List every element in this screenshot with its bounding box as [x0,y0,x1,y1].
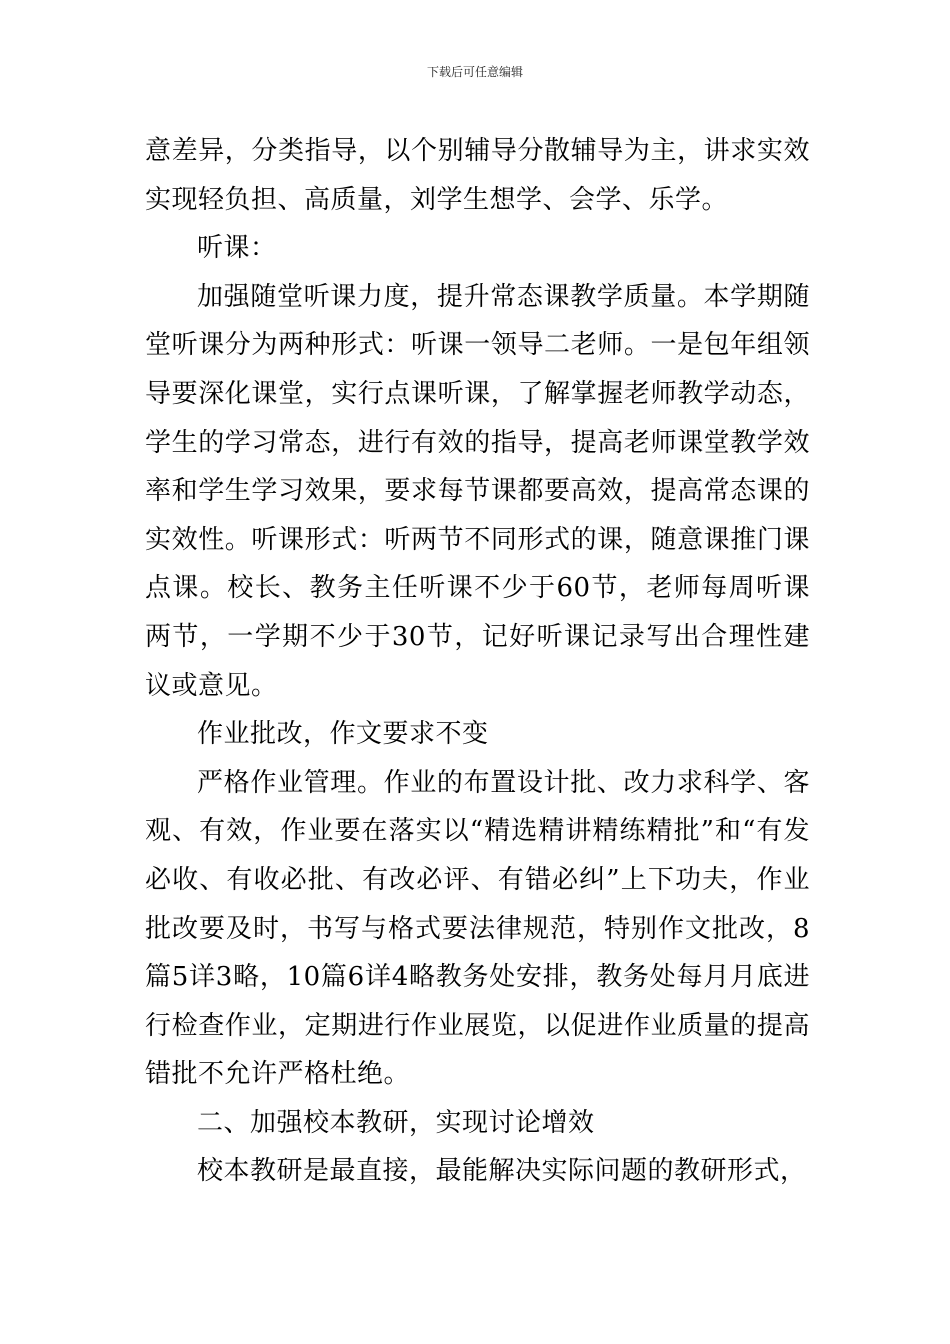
paragraph-school-research: 校本教研是最直接，最能解决实际问题的教研形式， [197,1156,807,1187]
heading-school-research: 二、加强校本教研，实现讨论增效 [197,1107,595,1138]
paragraph-continuation: 意差异，分类指导，以个别辅导分散辅导为主，讲求实效实现轻负担、高质量，刘学生想学、会学、乐学。 [145,136,810,215]
heading-listening: 听课： [197,233,277,264]
document-body [145,127,810,1196]
paragraph-homework: 严格作业管理。作业的布置设计批、改力求科学、客观、有效，作业要在落实以“精选精讲精练精批”和“有发必收、有收必批、有改必评、有错必纠”上下功夫，作业批改要及时，书写与格式要法律规范，特别作文批改，8篇5详3略，10篇6详4略教务处安排，教务处每月月底进行检查作业，定期进行作业展览，以促进作业质量的提高错批不允许严格杜绝。 [145,767,810,1090]
paragraph-listening: 加强随堂听课力度，提升常态课教学质量。本学期随堂听课分为两种形式：听课一领导二老师。一是包年组领导要深化课堂，实行点课听课，了解掌握老师教学动态，学生的学习常态，进行有效的指导，提高老师课堂教学效率和学生学习效果，要求每节课都要高效，提高常态课的实效性。听课形式：听两节不同形式的课，随意课推门课点课。校长、教务主任听课不少于60节，老师每周听课两节，一学期不少于30节，记好听课记录写出合理性建议或意见。 [145,281,810,701]
heading-homework: 作业批改，作文要求不变 [197,719,489,750]
page-header-note: 下载后可任意编辑 [426,65,523,79]
